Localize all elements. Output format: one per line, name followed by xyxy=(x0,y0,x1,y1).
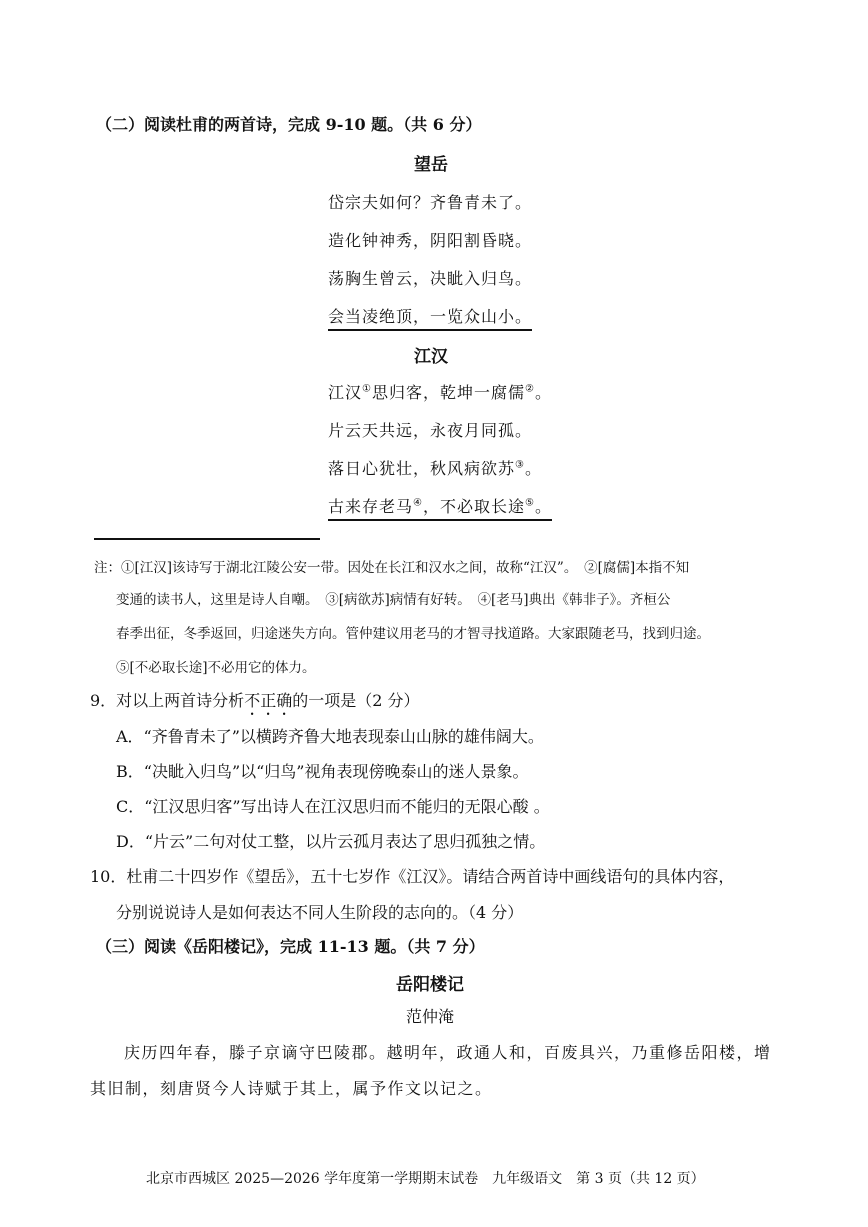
footnote-mark: ⑤ xyxy=(525,497,535,509)
emphasis-dotted: 不正确 xyxy=(244,691,293,710)
footnote-mark: ④ xyxy=(413,497,423,509)
note-line: 变通的读书人，这里是诗人自嘲。 ③[病欲苏]病情有好转。 ④[老马]典出《韩非子》。齐桓公 xyxy=(116,592,671,608)
option-c: C．“江汉思归客”写出诗人在江汉思归而不能归的无限心酸 。 xyxy=(116,797,550,816)
poem-2-line: 片云天共远，永夜月同孤。 xyxy=(328,421,533,440)
footnote-mark: ② xyxy=(525,383,535,395)
page-footer: 北京市西城区 2025—2026 学年度第一学期期末试卷 九年级语文 第 3 页（共 12 页） xyxy=(146,1171,705,1187)
essay-title: 岳阳楼记 xyxy=(396,975,464,995)
essay-paragraph-line: 其旧制，刻唐贤今人诗赋于其上，属予作文以记之。 xyxy=(90,1079,493,1098)
option-a: A．“齐鲁青未了”以横跨齐鲁大地表现泰山山脉的雄伟阔大。 xyxy=(116,727,544,746)
poem-1-line: 荡胸生曾云，决眦入归鸟。 xyxy=(328,269,533,288)
poem-1-line: 岱宗夫如何？齐鲁青未了。 xyxy=(328,193,533,212)
question-9-text: 的一项是（2 分） xyxy=(292,691,420,710)
footnote-mark: ③ xyxy=(515,459,525,471)
question-9-stem xyxy=(90,688,419,719)
poem-2-text: 。 xyxy=(524,459,542,478)
poem-2-text: 。 xyxy=(534,383,552,402)
note-line: ⑤[不必取长途]不必用它的体力。 xyxy=(116,660,316,676)
poem-1-line: 造化钟神秀，阴阳割昏晓。 xyxy=(328,231,533,250)
poem-2-underlined-line xyxy=(328,494,552,521)
option-d: D．“片云”二句对仗工整，以片云孤月表达了思归孤独之情。 xyxy=(116,832,546,851)
note-line: 注：①[江汉]该诗写于湖北江陵公安一带。因处在长江和汉水之间，故称“江汉”。 ②[腐儒]本指不知 xyxy=(94,560,690,576)
section-2-heading: （二）阅读杜甫的两首诗，完成 9-10 题。（共 6 分） xyxy=(96,115,482,134)
question-10-line: 10．杜甫二十四岁作《望岳》，五十七岁作《江汉》。请结合两首诗中画线语句的具体内容， xyxy=(90,867,735,886)
poem-2-text: 古来存老马 xyxy=(328,497,414,516)
essay-author: 范仲淹 xyxy=(406,1007,455,1026)
footnote-divider xyxy=(94,538,320,540)
poem-2-line xyxy=(328,380,552,403)
footnote-mark: ① xyxy=(362,383,372,395)
poem-2-text: 思归客，乾坤一腐儒 xyxy=(371,383,525,402)
section-3-heading: （三）阅读《岳阳楼记》，完成 11-13 题。（共 7 分） xyxy=(96,937,485,956)
poem-2-text: 落日心犹壮，秋风病欲苏 xyxy=(328,459,516,478)
poem-2-text: 江汉 xyxy=(328,383,363,402)
poem-1-underlined-line: 会当凌绝顶，一览众山小。 xyxy=(328,304,532,331)
poem-1-title: 望岳 xyxy=(414,155,448,175)
option-b: B．“决眦入归鸟”以“归鸟”视角表现傍晚泰山的迷人景象。 xyxy=(116,762,529,781)
poem-2-title: 江汉 xyxy=(414,347,448,367)
poem-2-text: 。 xyxy=(534,497,552,516)
question-10-line: 分别说说诗人是如何表达不同人生阶段的志向的。（4 分） xyxy=(116,903,524,922)
poem-2-text: ，不必取长途 xyxy=(422,497,525,516)
note-line: 春季出征，冬季返回，归途迷失方向。管仲建议用老马的才智寻找道路。大家跟随老马，找到归途。 xyxy=(116,626,710,642)
poem-2-line xyxy=(328,456,542,479)
essay-paragraph-line: 庆历四年春，滕子京谪守巴陵郡。越明年，政通人和，百废具兴，乃重修岳阳楼，增 xyxy=(124,1043,772,1062)
question-9-text: 9．对以上两首诗分析 xyxy=(90,691,245,710)
